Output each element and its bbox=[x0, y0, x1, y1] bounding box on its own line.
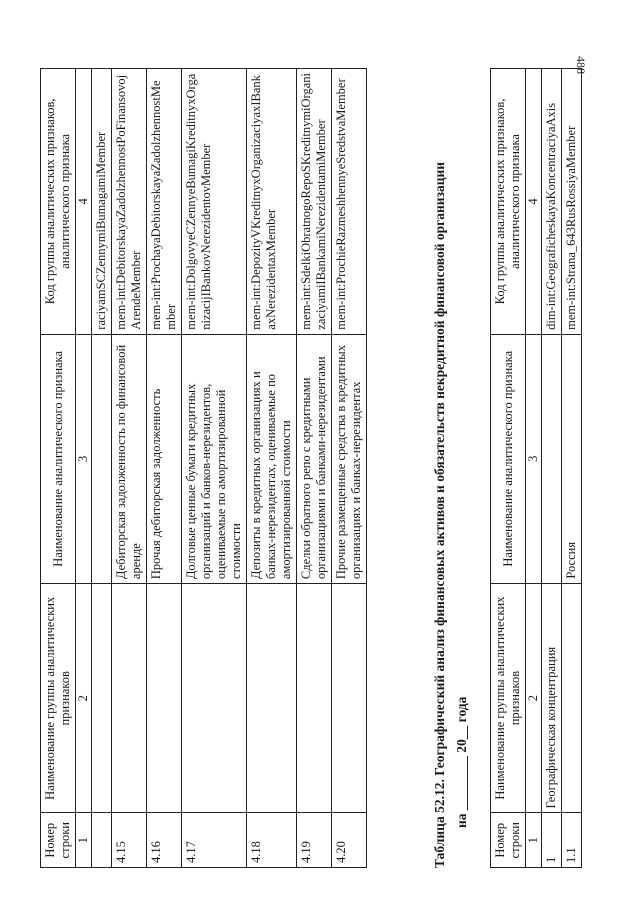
table-header-row bbox=[41, 69, 76, 868]
feature-name: Депозиты в кредитных организациях и банках-нерезидентах, оцениваемые по амортизированной стоимости bbox=[247, 334, 297, 583]
row-number: 4.15 bbox=[112, 813, 147, 868]
page-number: 488 bbox=[574, 56, 588, 74]
feature-code: mem-int:ProchieRazmeshhennyeSredstvaMember bbox=[332, 69, 367, 335]
group-name bbox=[562, 583, 582, 813]
row-number: 4.17 bbox=[182, 813, 247, 868]
feature-name: Прочие размещенные средства в кредитных организациях и банках-нерезидентах bbox=[332, 334, 367, 583]
feature-code: mem-int:DebitorskayaZadolzhennostPoFinansovojArendeMember bbox=[112, 69, 147, 335]
row-number: 4.18 bbox=[247, 813, 297, 868]
row-number: 4.16 bbox=[147, 813, 182, 868]
table-caption: Таблица 52.12. Географический анализ финансовых активов и обязательств некредитной финансовой организации bbox=[432, 161, 447, 868]
group-name: Географическая концентрация bbox=[542, 583, 562, 813]
column-number: 4 bbox=[526, 69, 542, 335]
table-row bbox=[332, 69, 367, 868]
feature-name: Россия bbox=[562, 334, 582, 583]
group-name bbox=[247, 584, 297, 813]
feature-code: mem-int:Strana_643RusRossiyaMember bbox=[562, 69, 582, 335]
feature-code: mem-int:DolgovyeCZennyeBumagiKreditnyxOrganizacijIBankovNerezidentovMember bbox=[182, 69, 247, 335]
header-cell: Код группы аналитических признаков, аналитического признака bbox=[41, 69, 76, 335]
feature-name: Дебиторская задолженность по финансовой аренде bbox=[112, 334, 147, 583]
header-cell: Наименование группы аналитических признаков bbox=[491, 583, 526, 813]
feature-name: Прочая дебиторская задолженность bbox=[147, 334, 182, 583]
feature-code: mem-int:DepozityVKreditnyxOrganizaciyaxIBankaxNerezidentaxMember bbox=[247, 69, 297, 335]
column-number: 3 bbox=[76, 334, 92, 583]
column-number: 1 bbox=[76, 813, 92, 868]
group-name bbox=[112, 584, 147, 813]
row-number: 4.19 bbox=[297, 813, 332, 868]
feature-name: Сделки обратного репо с кредитными организациями и банками-нерезидентами bbox=[297, 334, 332, 583]
header-cell: Наименование аналитического признака bbox=[491, 334, 526, 583]
column-number-row bbox=[526, 69, 542, 868]
group-name bbox=[147, 584, 182, 813]
header-cell: Номер строки bbox=[41, 813, 76, 868]
column-number: 1 bbox=[526, 813, 542, 868]
feature-code: mem-int:ProchayaDebitorskayaZadolzhennostMember bbox=[147, 69, 182, 335]
row-number: 1 bbox=[542, 813, 562, 868]
feature-code: raciyamSCZennymiBumagamiMember bbox=[92, 69, 112, 335]
row-number: 4.20 bbox=[332, 813, 367, 868]
table-row bbox=[297, 69, 332, 868]
table-date-line: на ________ 20__ года bbox=[454, 696, 469, 828]
table-row bbox=[247, 69, 297, 868]
table-row bbox=[147, 69, 182, 868]
feature-name bbox=[542, 334, 562, 583]
table-row bbox=[92, 69, 112, 868]
header-cell: Наименование аналитического признака bbox=[41, 334, 76, 583]
feature-code: dim-int:GeograficheskayaKoncentraciyaAxis bbox=[542, 69, 562, 335]
table-row bbox=[182, 69, 247, 868]
row-number bbox=[92, 813, 112, 868]
table-row bbox=[112, 69, 147, 868]
table-header-row bbox=[491, 69, 526, 868]
column-number: 2 bbox=[526, 583, 542, 813]
column-number: 4 bbox=[76, 69, 92, 335]
table-row bbox=[542, 69, 562, 868]
column-number: 3 bbox=[526, 334, 542, 583]
row-number: 1.1 bbox=[562, 813, 582, 868]
feature-code: mem-int:SdelkiObratnogoRepoSKreditnymiOrganizaciyamiIBankamiNerezidentamiMember bbox=[297, 69, 332, 335]
table-continuation bbox=[40, 68, 367, 868]
header-cell: Код группы аналитических признаков, аналитического признака bbox=[491, 69, 526, 335]
group-name bbox=[332, 584, 367, 813]
header-cell: Наименование группы аналитических признаков bbox=[41, 584, 76, 813]
feature-name: Долговые ценные бумаги кредитных организаций и банков-нерезидентов, оцениваемые по амортизированной стоимости bbox=[182, 334, 247, 583]
table-geographic-analysis bbox=[490, 68, 582, 868]
group-name bbox=[182, 584, 247, 813]
group-name bbox=[297, 584, 332, 813]
column-number: 2 bbox=[76, 584, 92, 813]
rotated-page bbox=[40, 8, 600, 888]
group-name bbox=[92, 584, 112, 813]
feature-name bbox=[92, 334, 112, 583]
column-number-row bbox=[76, 69, 92, 868]
table-row bbox=[562, 69, 582, 868]
header-cell: Номер строки bbox=[491, 813, 526, 868]
